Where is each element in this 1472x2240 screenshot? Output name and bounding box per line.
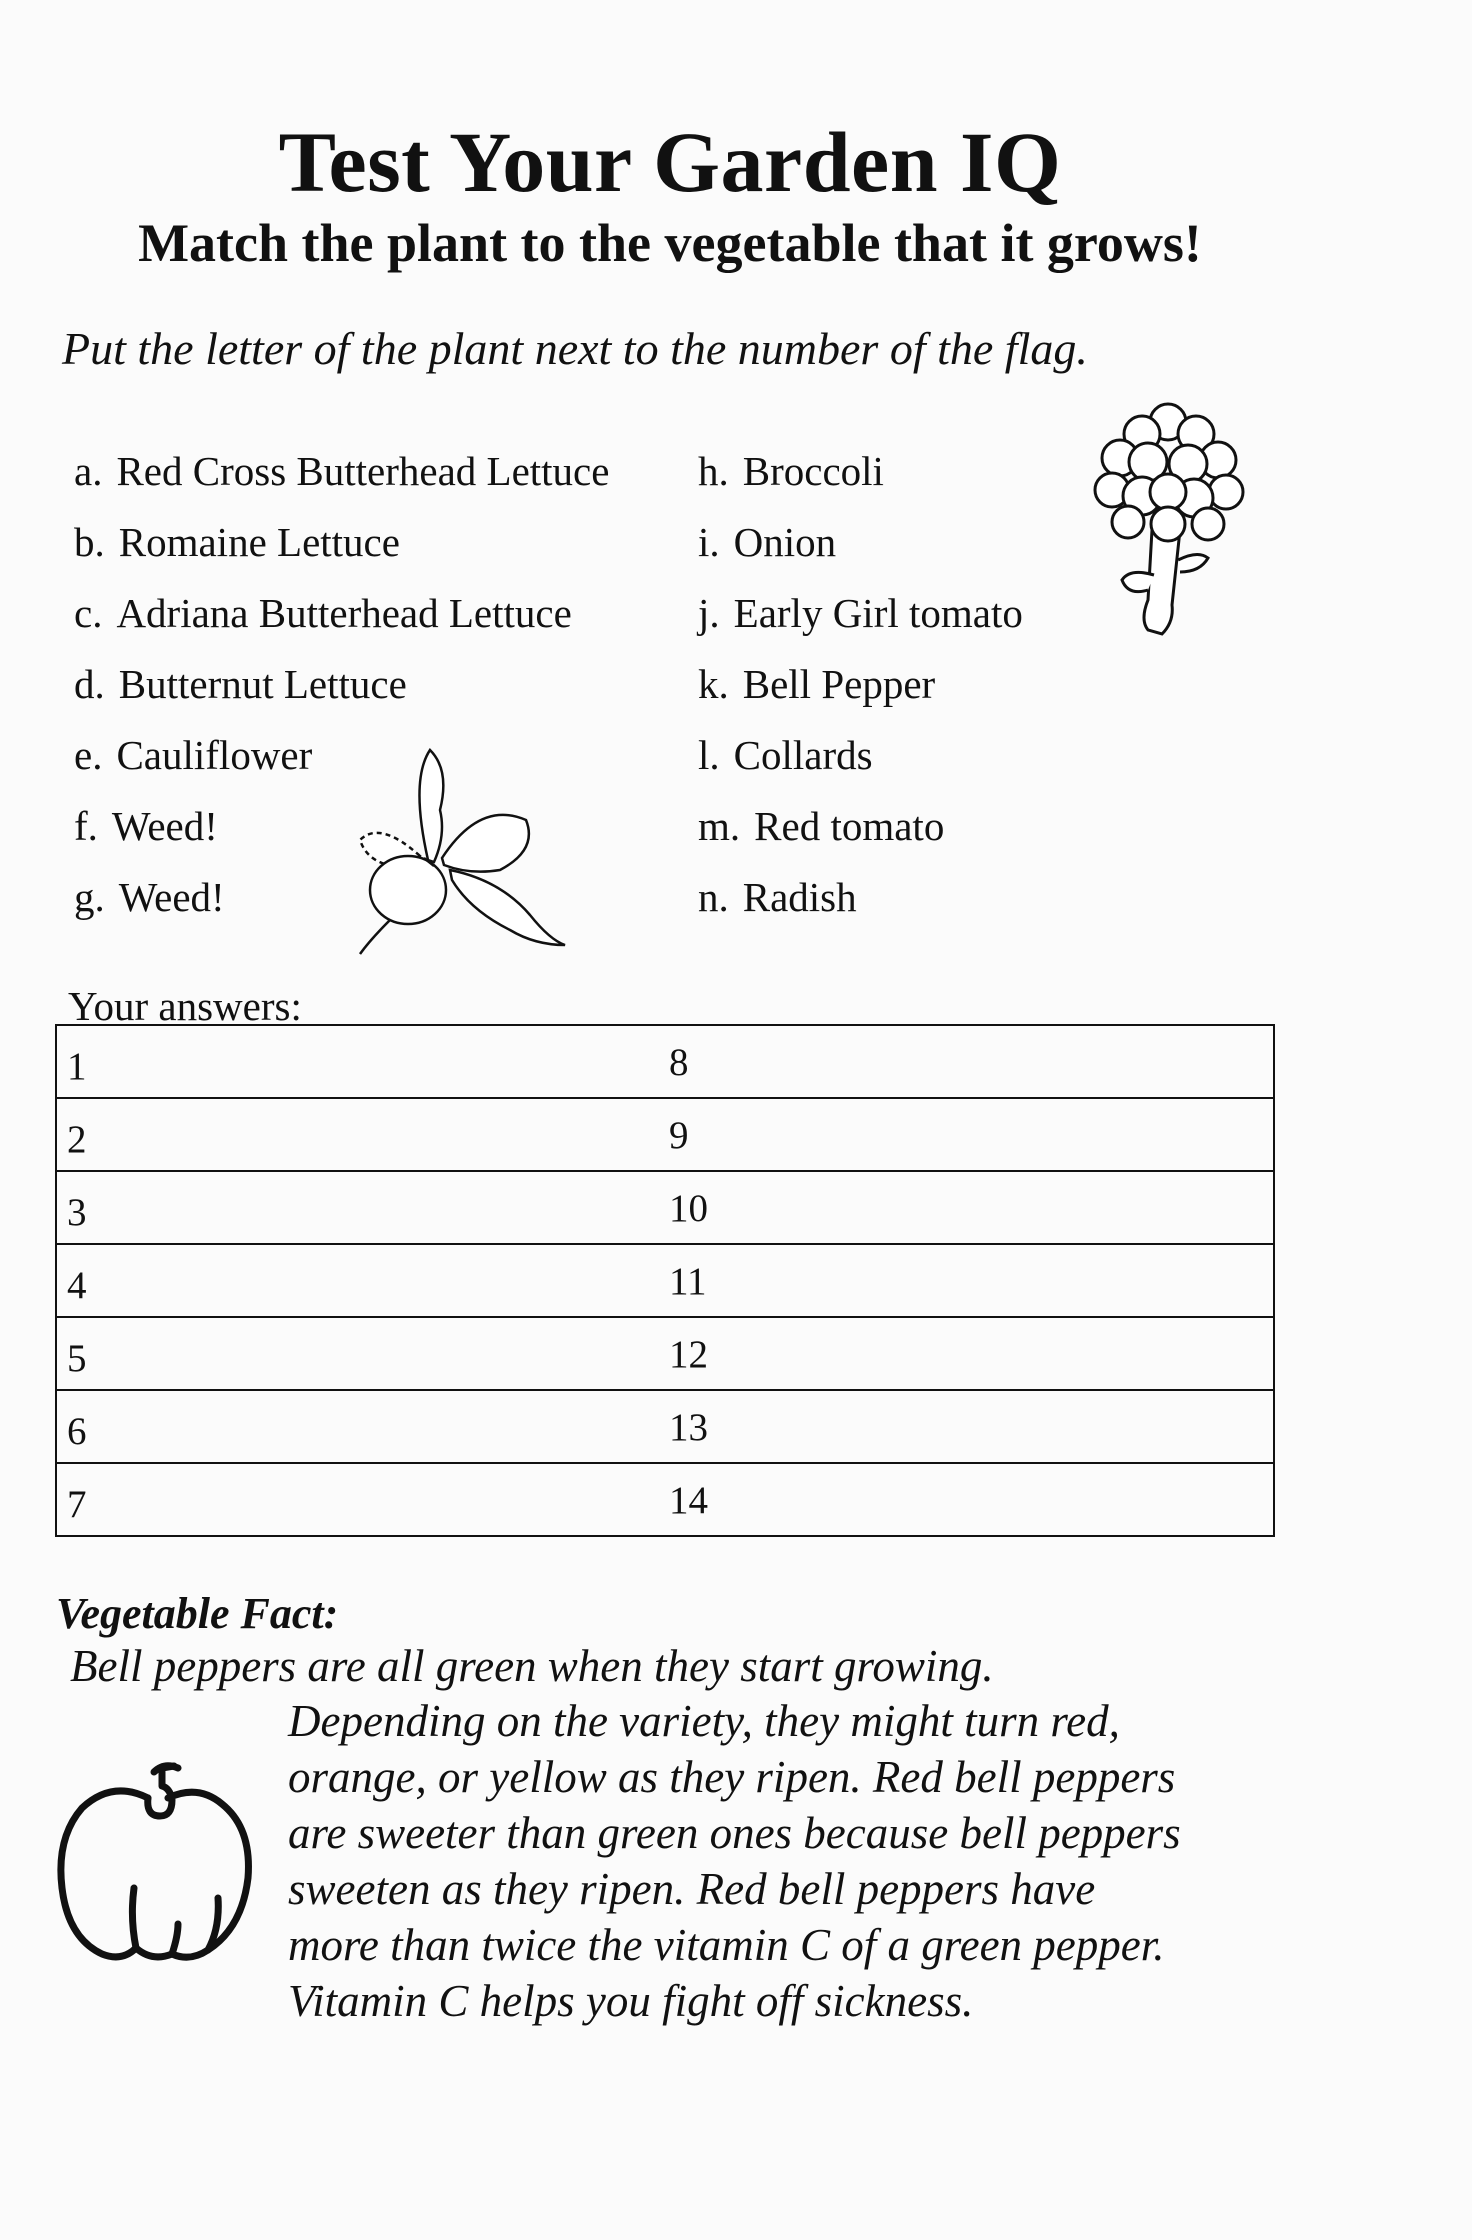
list-item [698,730,1023,801]
plant-letter: c. [74,590,103,636]
instruction-text: Put the letter of the plant next to the number of the flag. [62,323,1088,374]
plant-name: Adriana Butterhead Lettuce [116,590,572,636]
plant-letter: f. [74,803,98,849]
answer-cell-right[interactable]: 13 [669,1406,708,1449]
plant-letter: b. [74,519,105,565]
answer-cell-right[interactable]: 14 [669,1479,708,1522]
plant-name: Onion [733,519,837,565]
bell-pepper-illustration [52,1758,272,1968]
fact-body [288,1693,1288,2029]
plant-name: Early Girl tomato [733,590,1023,636]
plant-letter: j. [698,590,720,636]
plant-letter: d. [74,661,105,707]
answer-cell-left[interactable]: 1 [67,1045,87,1088]
plant-name: Butternut Lettuce [118,661,407,707]
plant-letter: a. [74,448,103,494]
answer-cell-right[interactable]: 10 [669,1187,708,1230]
answers-table [55,1024,1275,1537]
answers-label: Your answers: [68,983,302,1029]
table-row [57,1172,1273,1245]
table-row [57,1318,1273,1391]
answer-cell-right[interactable]: 9 [669,1114,689,1157]
fact-line: more than twice the vitamin C of a green pepper. [288,1920,1165,1970]
plant-name: Romaine Lettuce [118,519,400,565]
answer-cell-left[interactable]: 4 [67,1264,87,1307]
list-item [698,872,1023,943]
fact-first-line: Bell peppers are all green when they start growing. [70,1641,994,1691]
list-item [698,801,1023,872]
plant-name: Radish [742,874,857,920]
list-item [698,659,1023,730]
answer-cell-left[interactable]: 5 [67,1337,87,1380]
list-item [74,659,609,730]
page-title: Test Your Garden IQ [278,114,1062,210]
plant-letter: n. [698,874,729,920]
plant-name: Collards [733,732,873,778]
list-item [74,446,609,517]
plant-letter: h. [698,448,729,494]
fact-heading: Vegetable Fact: [56,1589,339,1638]
table-row [57,1391,1273,1464]
plant-name: Cauliflower [116,732,313,778]
table-row [57,1464,1273,1535]
plant-letter: l. [698,732,720,778]
list-item [74,517,609,588]
plant-letter: k. [698,661,729,707]
answer-cell-right[interactable]: 12 [669,1333,708,1376]
list-item [74,588,609,659]
plant-letter: m. [698,803,741,849]
fact-line: sweeten as they ripen. Red bell peppers have [288,1864,1096,1914]
plant-letter: e. [74,732,103,778]
page-subtitle: Match the plant to the vegetable that it grows! [138,213,1202,273]
fact-line: Depending on the variety, they might turn red, [288,1696,1120,1746]
plant-name: Weed! [118,874,225,920]
list-item [698,446,1023,517]
fact-line: Vitamin C helps you fight off sickness. [288,1976,974,2026]
list-item [698,588,1023,659]
answer-cell-left[interactable]: 7 [67,1483,87,1526]
fact-line: are sweeter than green ones because bell peppers [288,1808,1181,1858]
plant-name: Weed! [111,803,218,849]
plant-name: Red tomato [754,803,945,849]
answer-cell-right[interactable]: 8 [669,1041,689,1084]
plant-letter: i. [698,519,720,565]
plant-letter: g. [74,874,105,920]
plant-name: Bell Pepper [742,661,936,707]
answer-cell-left[interactable]: 3 [67,1191,87,1234]
list-item [698,517,1023,588]
radish-illustration [350,740,570,960]
fact-line: orange, or yellow as they ripen. Red bell peppers [288,1752,1176,1802]
answer-cell-right[interactable]: 11 [669,1260,707,1303]
answer-cell-left[interactable]: 2 [67,1118,87,1161]
answer-cell-left[interactable]: 6 [67,1410,87,1453]
table-row [57,1026,1273,1099]
plant-list-right [698,446,1023,943]
table-row [57,1245,1273,1318]
broccoli-illustration [1090,400,1250,640]
plant-name: Red Cross Butterhead Lettuce [116,448,610,494]
table-row [57,1099,1273,1172]
plant-name: Broccoli [742,448,884,494]
